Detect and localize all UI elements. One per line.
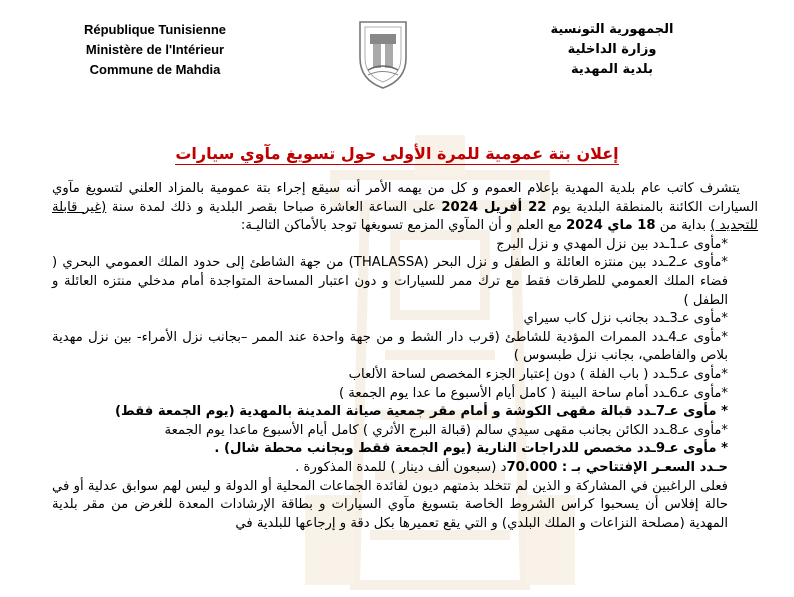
announcement-body bbox=[52, 180, 758, 533]
intro-part1: يتشرف كاتب عام بلدية المهدية بإعلام العموم و كل من يهمه الأمر أنه سيقع إجراء بتة عمومية بالمزاد العلني لتسويغ مآوي السيارات الكائنة بالمنطقة البلدية يوم bbox=[52, 181, 759, 215]
header-arabic bbox=[512, 20, 712, 80]
header-ar-line: وزارة الداخلية bbox=[567, 42, 657, 57]
municipal-emblem bbox=[356, 18, 410, 90]
intro-paragraph bbox=[52, 180, 758, 236]
price-rest: د (سبعون ألف دينار ) للمدة المذكورة . bbox=[295, 459, 507, 475]
header-fr-line: Ministère de l'Intérieur bbox=[85, 42, 225, 57]
list-item: *مأوى عـ8ـدد الكائن بجانب مقهى سيدي سالم (قبالة البرج الأثري ) كامل أيام الأسبوع ماعدا يوم الجمعة bbox=[164, 422, 728, 438]
intro-part3: بداية من bbox=[655, 218, 711, 234]
header-fr-line: Commune de Mahdia bbox=[89, 62, 221, 77]
list-item: * مأوى عـ7ـدد قبالة مقهى الكوشة و أمام مقر جمعية صيانة المدينة بالمهدية (يوم الجمعة فقط) bbox=[115, 404, 728, 420]
announcement-title bbox=[0, 144, 794, 163]
list-item: *مأوى عـ5ـدد ( باب الفلة ) دون إعتبار الجزء المخصص لساحة الألعاب bbox=[348, 366, 728, 382]
list-item: *مأوى عـ6ـدد أمام ساحة البينة ( كامل أيام الأسبوع ما عدا يوم الجمعة ) bbox=[338, 385, 728, 401]
list-item: *مأوى عـ4ـدد الممرات المؤدية للشاطئ (قرب دار الشط و من جهة واحدة عند الممر –بجانب نزل الأمراء- بين نزل مهدية بلاص والفاطمي، بجانب نزل طبسوس ) bbox=[52, 329, 729, 364]
intro-part2: على الساعة العاشرة صباحا بقصر البلدية و ذلك لمدة سنة bbox=[106, 199, 442, 215]
closing-paragraph: فعلى الراغبين في المشاركة و الذين لم تتخلد بذمتهم ديون لفائدة الجماعات المحلية أو الدولة و ليس لهم سوابق عدلية أو في حالة إفلاس أن يسحبوا كراس الشروط الخاصة بتسويغ مآوي السيارات و بطاقة الإرشادات المعدة للغرض من مقر بلدية المهدية (مصلحة النزاعات و الملك البلدي) و التي يقع تعميرها بكل دقة و إرجاعها للبلدية في bbox=[52, 478, 728, 531]
list-item: *مأوى عـ3ـدد بجانب نزل كاب سيراي bbox=[523, 311, 728, 327]
title-text: إعلان بتة عمومية للمرة الأولى حول تسويغ مآوي سيارات bbox=[175, 144, 619, 163]
header-fr-line: République Tunisienne bbox=[83, 22, 227, 37]
renewal-note: (غير قابلة للتجديد ) bbox=[52, 199, 758, 234]
price-label: حـدد السعـر الإفتتاحي بـ : bbox=[557, 459, 728, 475]
header-ar-line: بلدية المهدية bbox=[571, 62, 653, 77]
list-item: *مأوى عـ2ـدد بين منتزه العائلة و الطفل و نزل البحر (THALASSA) من جهة الشاطئ إلى حدود الملك العمومي البحري ( فضاء الملك العمومي للطرقات فقط مع ترك ممر للسيارات و دون اعتبار المساحة المتواجدة أمام مدخلي منتزه العائلة و الطفل ) bbox=[52, 255, 728, 308]
header-ar-line: الجمهورية التونسية bbox=[550, 22, 674, 37]
start-date: 18 ماي 2024 bbox=[566, 218, 656, 234]
opening-price bbox=[52, 459, 758, 478]
auction-date: 22 أفريل 2024 bbox=[441, 199, 547, 215]
intro-part4: مع العلم و أن المآوي المزمع تسويغها توجد بالأماكن التاليـة: bbox=[240, 218, 567, 234]
list-item: *مأوى عـ1ـدد بين نزل المهدي و نزل البرج bbox=[496, 236, 728, 252]
price-amount: 70.000 bbox=[506, 459, 558, 475]
list-item: * مأوى عـ9ـدد مخصص للدراجات النارية (يوم الجمعة فقط وبجانب محطة شال) . bbox=[214, 441, 728, 457]
header-french bbox=[55, 20, 255, 80]
